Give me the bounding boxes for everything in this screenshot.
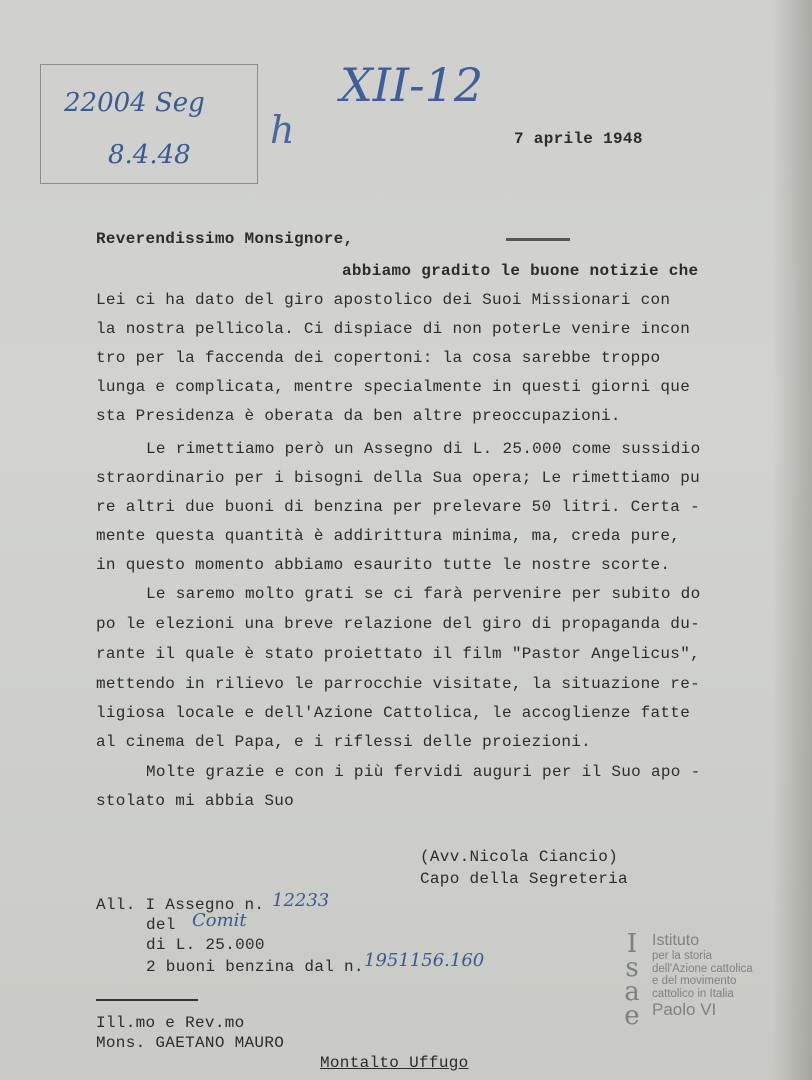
addressee-place: Montalto Uffugo <box>320 1054 469 1072</box>
enclosure-amount: di L. 25.000 <box>146 936 265 954</box>
archive-reference: XII-12 <box>340 58 484 112</box>
addressee-name: Mons. GAETANO MAURO <box>96 1034 285 1052</box>
isacem-logo <box>612 928 782 1040</box>
addressee-title: Ill.mo e Rev.mo <box>96 1014 245 1032</box>
coupon-numbers: 1951156.160 <box>364 950 485 971</box>
logo-line: cattolico in Italia <box>652 987 734 1000</box>
body-line: la nostra pellicola. Ci dispiace di non poterLe venire incon <box>96 320 691 338</box>
body-line: stolato mi abbia Suo <box>96 792 295 810</box>
isacem-monogram: I s a e <box>624 929 640 1031</box>
salutation: Reverendissimo Monsignore, <box>96 230 354 248</box>
body-line: po le elezioni una breve relazione del giro di propaganda du- <box>96 615 700 633</box>
separator-rule <box>96 999 198 1001</box>
body-line: mettendo in rilievo le parrocchie visitate, la situazione re- <box>96 675 700 693</box>
letter-date: 7 aprile 1948 <box>514 130 643 148</box>
body-line: lunga e complicata, mentre specialmente in questi giorni que <box>96 378 691 396</box>
logo-line: Paolo VI <box>652 1000 717 1020</box>
body-line: straordinario per i bisogni della Sua opera; Le rimettiamo pu <box>96 469 700 487</box>
enclosure-coupons-label: 2 buoni benzina dal n. <box>146 958 364 976</box>
logo-line: Istituto <box>652 932 700 949</box>
logo-text <box>652 932 782 1020</box>
protocol-number: 22004 Seg <box>64 88 205 118</box>
body-line: sta Presidenza è oberata da ben altre preoccupazioni. <box>96 407 621 425</box>
logo-line: dell'Azione cattolica <box>652 962 753 975</box>
body-line: in questo momento abbiamo esaurito tutte le nostre scorte. <box>96 556 671 574</box>
body-line: Le saremo molto grati se ci farà pervenire per subito do <box>146 585 701 603</box>
body-line: Lei ci ha dato del giro apostolico dei Suoi Missionari con <box>96 291 671 309</box>
bank-name: Comit <box>192 910 247 931</box>
body-line: al cinema del Papa, e i riflessi delle proiezioni. <box>96 733 592 751</box>
enclosure-check-label: All. I Assegno n. <box>96 896 265 914</box>
body-line: Molte grazie e con i più fervidi auguri per il Suo apo - <box>146 763 701 781</box>
body-line: Le rimettiamo però un Assegno di L. 25.000 come sussidio <box>146 440 701 458</box>
logo-line: per la storia <box>652 950 713 962</box>
enclosure-bank-label: del <box>146 916 176 934</box>
struck-out-word <box>506 238 570 241</box>
logo-line: e del movimento <box>652 975 737 988</box>
body-line: ligiosa locale e dell'Azione Cattolica, le accoglienze fatte <box>96 704 691 722</box>
body-line: rante il quale è stato proiettato il film "Pastor Angelicus", <box>96 645 700 663</box>
body-line: abbiamo gradito le buone notizie che <box>342 262 699 280</box>
body-line: tro per la faccenda dei copertoni: la cosa sarebbe troppo <box>96 349 661 367</box>
signatory-role: Capo della Segreteria <box>420 870 628 888</box>
protocol-date: 8.4.48 <box>108 140 191 170</box>
body-line: re altri due buoni di benzina per prelevare 50 litri. Certa - <box>96 498 700 516</box>
check-number: 12233 <box>272 890 330 911</box>
body-line: mente questa quantità è addirittura minima, ma, creda pure, <box>96 527 681 545</box>
handwritten-mark: h <box>270 108 295 152</box>
signatory-name: (Avv.Nicola Ciancio) <box>420 848 619 866</box>
